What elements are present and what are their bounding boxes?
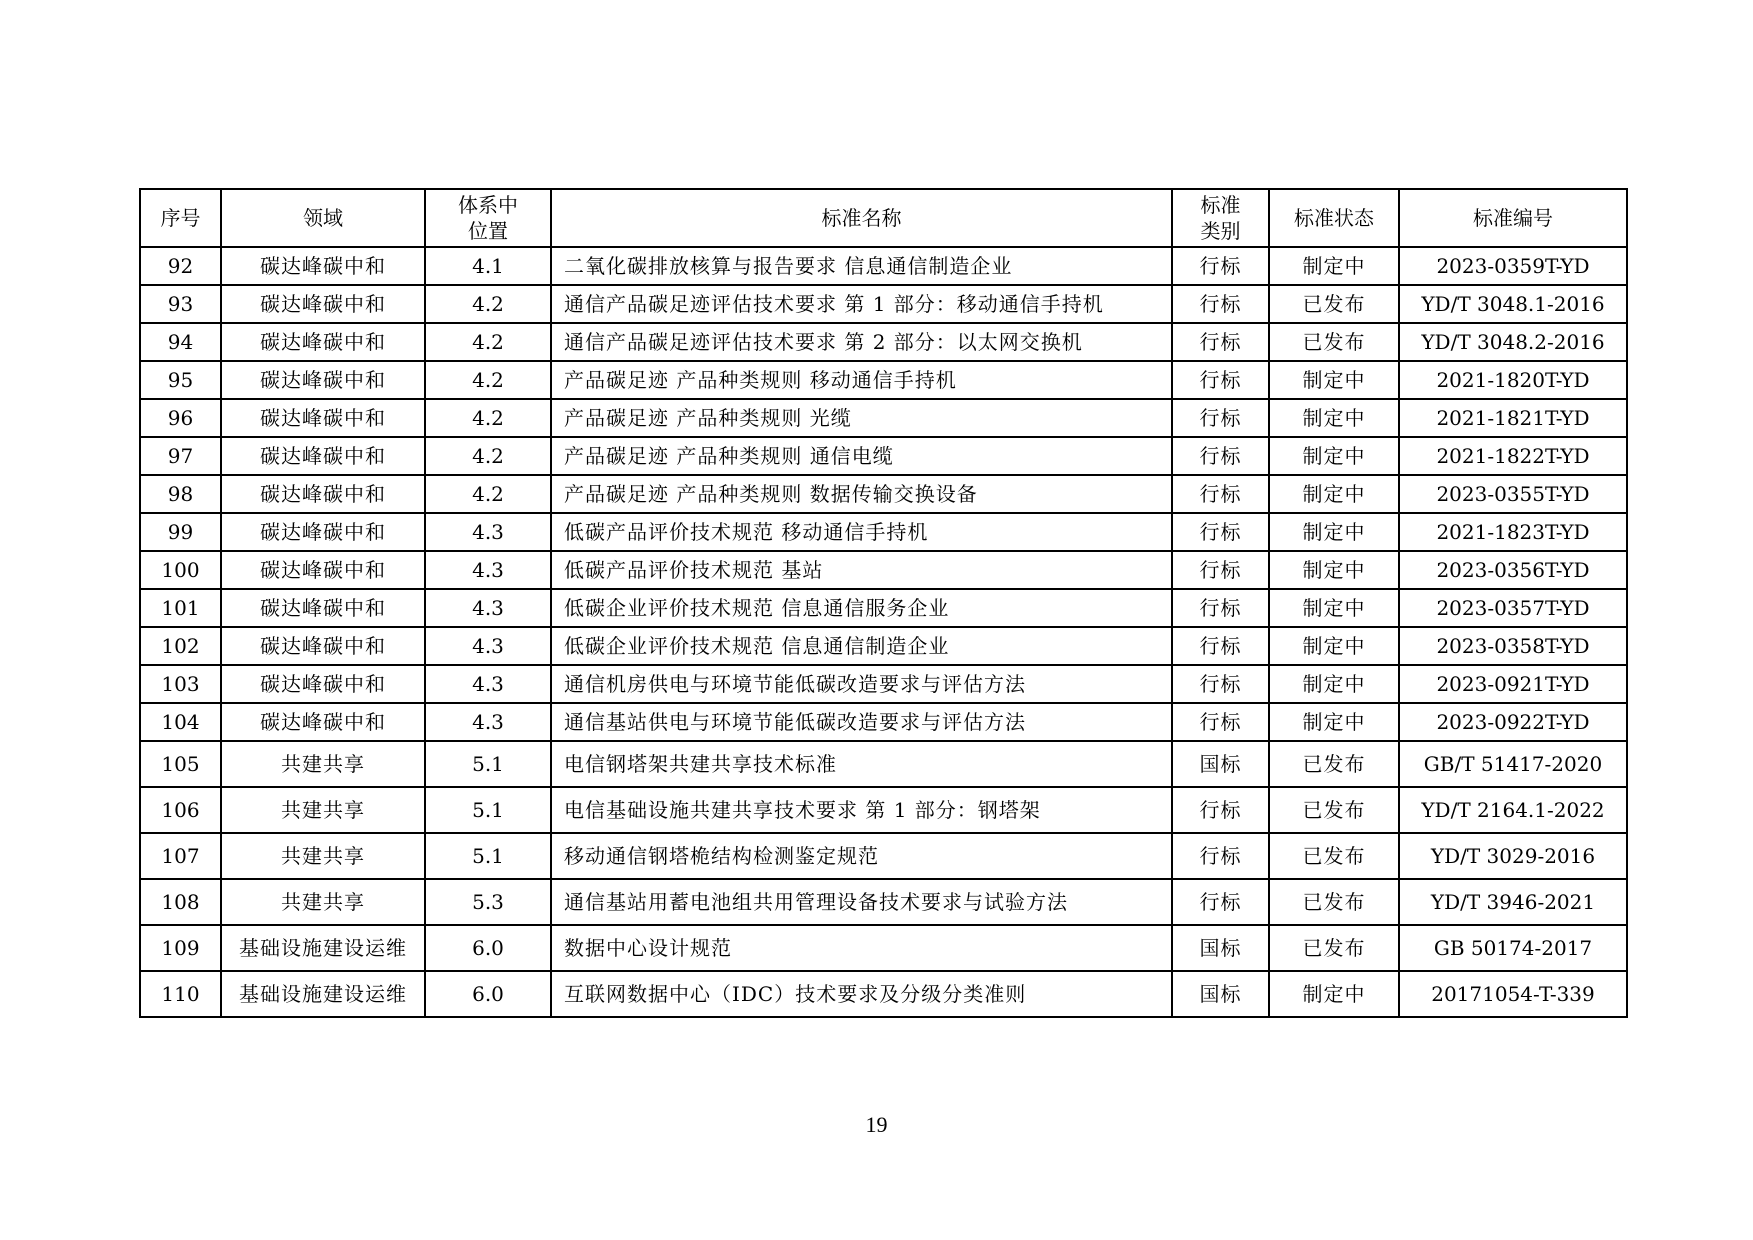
table-row bbox=[140, 247, 1627, 285]
cell-seq: 104 bbox=[140, 703, 221, 741]
header-status: 标准状态 bbox=[1269, 189, 1399, 247]
table-row bbox=[140, 971, 1627, 1017]
cell-status: 制定中 bbox=[1269, 361, 1399, 399]
header-name: 标准名称 bbox=[551, 189, 1172, 247]
table-row bbox=[140, 925, 1627, 971]
cell-code: YD/T 3048.1-2016 bbox=[1399, 285, 1627, 323]
cell-position: 6.0 bbox=[425, 925, 551, 971]
cell-seq: 95 bbox=[140, 361, 221, 399]
cell-status: 制定中 bbox=[1269, 551, 1399, 589]
cell-position: 4.1 bbox=[425, 247, 551, 285]
cell-category: 行标 bbox=[1172, 589, 1269, 627]
cell-seq: 102 bbox=[140, 627, 221, 665]
cell-position: 5.1 bbox=[425, 741, 551, 787]
cell-status: 已发布 bbox=[1269, 925, 1399, 971]
cell-standard-name: 电信钢塔架共建共享技术标准 bbox=[551, 741, 1172, 787]
cell-domain: 碳达峰碳中和 bbox=[221, 665, 425, 703]
cell-domain: 碳达峰碳中和 bbox=[221, 323, 425, 361]
cell-category: 行标 bbox=[1172, 437, 1269, 475]
cell-code: 2023-0357T-YD bbox=[1399, 589, 1627, 627]
cell-position: 5.1 bbox=[425, 833, 551, 879]
cell-domain: 碳达峰碳中和 bbox=[221, 551, 425, 589]
cell-position: 4.2 bbox=[425, 437, 551, 475]
cell-seq: 103 bbox=[140, 665, 221, 703]
cell-standard-name: 通信机房供电与环境节能低碳改造要求与评估方法 bbox=[551, 665, 1172, 703]
cell-code: 2023-0355T-YD bbox=[1399, 475, 1627, 513]
cell-domain: 碳达峰碳中和 bbox=[221, 513, 425, 551]
cell-category: 行标 bbox=[1172, 513, 1269, 551]
cell-position: 4.2 bbox=[425, 399, 551, 437]
cell-standard-name: 产品碳足迹 产品种类规则 数据传输交换设备 bbox=[551, 475, 1172, 513]
table-body bbox=[140, 247, 1627, 1017]
cell-standard-name: 通信产品碳足迹评估技术要求 第 2 部分：以太网交换机 bbox=[551, 323, 1172, 361]
cell-code: 2023-0356T-YD bbox=[1399, 551, 1627, 589]
cell-position: 5.1 bbox=[425, 787, 551, 833]
cell-code: YD/T 3048.2-2016 bbox=[1399, 323, 1627, 361]
cell-seq: 99 bbox=[140, 513, 221, 551]
cell-seq: 94 bbox=[140, 323, 221, 361]
cell-seq: 96 bbox=[140, 399, 221, 437]
cell-position: 4.3 bbox=[425, 665, 551, 703]
cell-position: 4.3 bbox=[425, 627, 551, 665]
table-row bbox=[140, 399, 1627, 437]
table-row bbox=[140, 741, 1627, 787]
cell-code: 2023-0921T-YD bbox=[1399, 665, 1627, 703]
cell-domain: 共建共享 bbox=[221, 787, 425, 833]
cell-standard-name: 二氧化碳排放核算与报告要求 信息通信制造企业 bbox=[551, 247, 1172, 285]
cell-domain: 基础设施建设运维 bbox=[221, 925, 425, 971]
page-number: 19 bbox=[865, 1112, 888, 1137]
cell-standard-name: 产品碳足迹 产品种类规则 通信电缆 bbox=[551, 437, 1172, 475]
cell-seq: 107 bbox=[140, 833, 221, 879]
cell-code: YD/T 3029-2016 bbox=[1399, 833, 1627, 879]
cell-code: GB 50174-2017 bbox=[1399, 925, 1627, 971]
header-code: 标准编号 bbox=[1399, 189, 1627, 247]
cell-position: 4.2 bbox=[425, 475, 551, 513]
cell-code: 2023-0922T-YD bbox=[1399, 703, 1627, 741]
cell-position: 4.2 bbox=[425, 361, 551, 399]
cell-seq: 101 bbox=[140, 589, 221, 627]
cell-status: 制定中 bbox=[1269, 513, 1399, 551]
cell-status: 制定中 bbox=[1269, 665, 1399, 703]
cell-category: 行标 bbox=[1172, 323, 1269, 361]
cell-domain: 碳达峰碳中和 bbox=[221, 703, 425, 741]
cell-status: 制定中 bbox=[1269, 437, 1399, 475]
cell-domain: 共建共享 bbox=[221, 833, 425, 879]
cell-seq: 97 bbox=[140, 437, 221, 475]
table-row bbox=[140, 437, 1627, 475]
cell-category: 国标 bbox=[1172, 741, 1269, 787]
cell-category: 行标 bbox=[1172, 703, 1269, 741]
cell-status: 制定中 bbox=[1269, 247, 1399, 285]
cell-status: 制定中 bbox=[1269, 703, 1399, 741]
cell-standard-name: 低碳产品评价技术规范 移动通信手持机 bbox=[551, 513, 1172, 551]
cell-domain: 碳达峰碳中和 bbox=[221, 247, 425, 285]
cell-domain: 共建共享 bbox=[221, 879, 425, 925]
table-row bbox=[140, 703, 1627, 741]
table-row bbox=[140, 787, 1627, 833]
cell-standard-name: 产品碳足迹 产品种类规则 移动通信手持机 bbox=[551, 361, 1172, 399]
cell-category: 行标 bbox=[1172, 879, 1269, 925]
cell-code: GB/T 51417-2020 bbox=[1399, 741, 1627, 787]
cell-seq: 108 bbox=[140, 879, 221, 925]
cell-seq: 92 bbox=[140, 247, 221, 285]
cell-seq: 100 bbox=[140, 551, 221, 589]
cell-code: YD/T 3946-2021 bbox=[1399, 879, 1627, 925]
header-row bbox=[140, 189, 1627, 247]
cell-domain: 碳达峰碳中和 bbox=[221, 399, 425, 437]
cell-domain: 共建共享 bbox=[221, 741, 425, 787]
header-seq: 序号 bbox=[140, 189, 221, 247]
table-row bbox=[140, 627, 1627, 665]
cell-position: 4.3 bbox=[425, 551, 551, 589]
cell-standard-name: 通信基站供电与环境节能低碳改造要求与评估方法 bbox=[551, 703, 1172, 741]
cell-status: 制定中 bbox=[1269, 475, 1399, 513]
cell-category: 行标 bbox=[1172, 475, 1269, 513]
cell-position: 5.3 bbox=[425, 879, 551, 925]
cell-category: 行标 bbox=[1172, 399, 1269, 437]
cell-standard-name: 数据中心设计规范 bbox=[551, 925, 1172, 971]
table-row bbox=[140, 589, 1627, 627]
cell-domain: 基础设施建设运维 bbox=[221, 971, 425, 1017]
table-row bbox=[140, 361, 1627, 399]
cell-position: 4.3 bbox=[425, 513, 551, 551]
cell-domain: 碳达峰碳中和 bbox=[221, 285, 425, 323]
cell-seq: 98 bbox=[140, 475, 221, 513]
cell-category: 行标 bbox=[1172, 247, 1269, 285]
cell-domain: 碳达峰碳中和 bbox=[221, 361, 425, 399]
cell-domain: 碳达峰碳中和 bbox=[221, 589, 425, 627]
table-row bbox=[140, 285, 1627, 323]
cell-standard-name: 低碳产品评价技术规范 基站 bbox=[551, 551, 1172, 589]
cell-category: 国标 bbox=[1172, 971, 1269, 1017]
cell-category: 行标 bbox=[1172, 627, 1269, 665]
header-position-line2: 位置 bbox=[468, 219, 508, 243]
cell-category: 行标 bbox=[1172, 833, 1269, 879]
cell-category: 行标 bbox=[1172, 787, 1269, 833]
cell-code: 2023-0358T-YD bbox=[1399, 627, 1627, 665]
cell-standard-name: 低碳企业评价技术规范 信息通信服务企业 bbox=[551, 589, 1172, 627]
cell-code: YD/T 2164.1-2022 bbox=[1399, 787, 1627, 833]
cell-domain: 碳达峰碳中和 bbox=[221, 627, 425, 665]
cell-category: 国标 bbox=[1172, 925, 1269, 971]
cell-standard-name: 互联网数据中心（IDC）技术要求及分级分类准则 bbox=[551, 971, 1172, 1017]
header-category-line1: 标准 bbox=[1200, 193, 1241, 217]
cell-category: 行标 bbox=[1172, 665, 1269, 703]
table-row bbox=[140, 833, 1627, 879]
table-header bbox=[140, 189, 1627, 247]
header-category-line2: 类别 bbox=[1200, 219, 1241, 243]
cell-status: 已发布 bbox=[1269, 879, 1399, 925]
cell-category: 行标 bbox=[1172, 361, 1269, 399]
cell-status: 已发布 bbox=[1269, 787, 1399, 833]
cell-domain: 碳达峰碳中和 bbox=[221, 437, 425, 475]
cell-code: 2021-1821T-YD bbox=[1399, 399, 1627, 437]
table-row bbox=[140, 665, 1627, 703]
cell-domain: 碳达峰碳中和 bbox=[221, 475, 425, 513]
cell-seq: 106 bbox=[140, 787, 221, 833]
cell-status: 已发布 bbox=[1269, 741, 1399, 787]
cell-standard-name: 通信产品碳足迹评估技术要求 第 1 部分：移动通信手持机 bbox=[551, 285, 1172, 323]
cell-code: 20171054-T-339 bbox=[1399, 971, 1627, 1017]
cell-code: 2023-0359T-YD bbox=[1399, 247, 1627, 285]
cell-category: 行标 bbox=[1172, 285, 1269, 323]
cell-seq: 93 bbox=[140, 285, 221, 323]
cell-position: 4.2 bbox=[425, 285, 551, 323]
table-row bbox=[140, 551, 1627, 589]
cell-position: 4.3 bbox=[425, 589, 551, 627]
cell-standard-name: 移动通信钢塔桅结构检测鉴定规范 bbox=[551, 833, 1172, 879]
cell-status: 已发布 bbox=[1269, 833, 1399, 879]
cell-standard-name: 通信基站用蓄电池组共用管理设备技术要求与试验方法 bbox=[551, 879, 1172, 925]
cell-seq: 110 bbox=[140, 971, 221, 1017]
cell-status: 已发布 bbox=[1269, 285, 1399, 323]
cell-standard-name: 低碳企业评价技术规范 信息通信制造企业 bbox=[551, 627, 1172, 665]
cell-standard-name: 产品碳足迹 产品种类规则 光缆 bbox=[551, 399, 1172, 437]
cell-seq: 109 bbox=[140, 925, 221, 971]
header-position bbox=[425, 189, 551, 247]
table-row bbox=[140, 879, 1627, 925]
standards-table bbox=[139, 188, 1628, 1018]
cell-status: 制定中 bbox=[1269, 627, 1399, 665]
cell-status: 制定中 bbox=[1269, 399, 1399, 437]
header-position-line1: 体系中 bbox=[458, 193, 518, 217]
header-category bbox=[1172, 189, 1269, 247]
cell-standard-name: 电信基础设施共建共享技术要求 第 1 部分：钢塔架 bbox=[551, 787, 1172, 833]
cell-position: 4.2 bbox=[425, 323, 551, 361]
header-domain: 领域 bbox=[221, 189, 425, 247]
cell-status: 制定中 bbox=[1269, 971, 1399, 1017]
cell-code: 2021-1822T-YD bbox=[1399, 437, 1627, 475]
cell-position: 6.0 bbox=[425, 971, 551, 1017]
cell-code: 2021-1820T-YD bbox=[1399, 361, 1627, 399]
cell-status: 已发布 bbox=[1269, 323, 1399, 361]
cell-status: 制定中 bbox=[1269, 589, 1399, 627]
cell-position: 4.3 bbox=[425, 703, 551, 741]
table-row bbox=[140, 323, 1627, 361]
table-row bbox=[140, 475, 1627, 513]
table-row bbox=[140, 513, 1627, 551]
cell-seq: 105 bbox=[140, 741, 221, 787]
cell-category: 行标 bbox=[1172, 551, 1269, 589]
cell-code: 2021-1823T-YD bbox=[1399, 513, 1627, 551]
